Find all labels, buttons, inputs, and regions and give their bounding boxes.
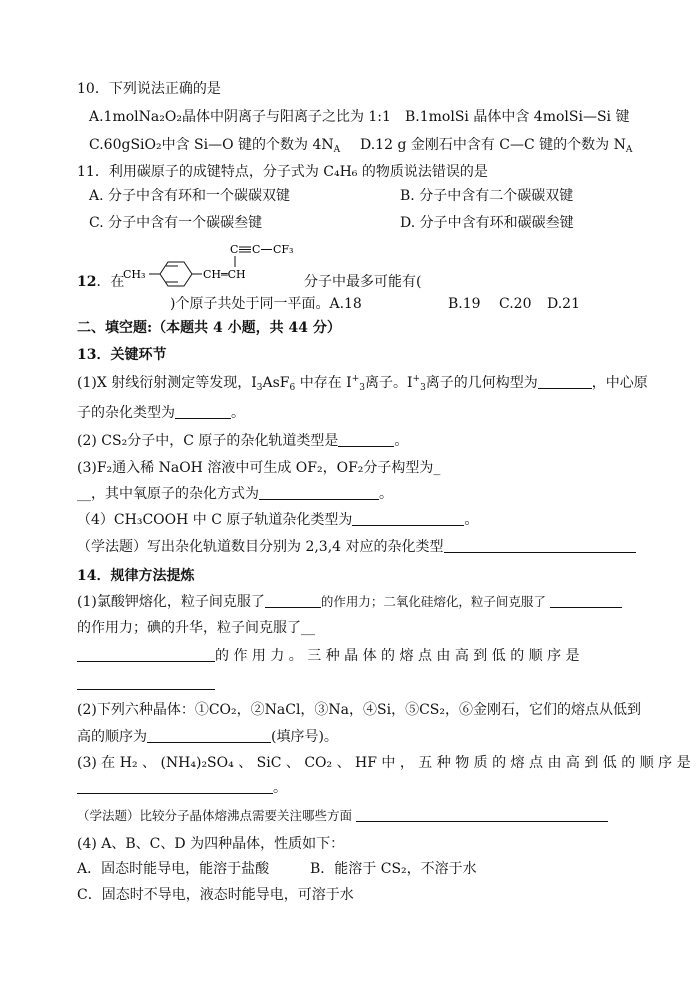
answer-blank[interactable] — [538, 374, 592, 389]
q13-line5: __，其中氧原子的杂化方式为 。 — [77, 486, 393, 502]
q12-structure-diagram — [118, 240, 303, 290]
q10-option-a: A.1molNa₂O₂晶体中阴离子与阳离子之比为 1:1 — [89, 109, 391, 125]
answer-blank[interactable] — [338, 432, 394, 447]
q12-option-c: C.20 — [499, 296, 532, 312]
struct-c-label: C — [230, 243, 239, 256]
q13-line1: (1)X 射线衍射测定等发现，$I_3AsF_6$ 中存在 $I^+_3$离子。$I^+_3$离子的几何构型为 ，中心原 — [77, 374, 648, 393]
struct-chch-label: CH═CH — [203, 268, 246, 281]
struct-c2-label: C — [252, 243, 261, 256]
q13-line4: (3)F₂通入稀 NaOH 溶液中可生成 OF₂，OF₂分子构型为_ — [77, 460, 441, 476]
answer-blank[interactable] — [175, 404, 231, 419]
q14-line2: 的作用力；碘的升华，粒子间克服了__ — [77, 620, 315, 636]
q12-line2: )个原子共处于同一平面。A.18 — [170, 296, 362, 312]
q13-title: 13．关键环节 — [77, 347, 167, 363]
answer-blank[interactable] — [352, 511, 464, 526]
answer-blank[interactable] — [77, 779, 273, 794]
q14-line9: （学法题）比较分子晶体熔沸点需要关注哪些方面 — [77, 806, 608, 826]
q13-line7: （学法题）写出杂化轨道数目分别为 2,3,4 对应的杂化类型 — [77, 537, 636, 557]
q14-line7: (3) 在 H₂ 、 (NH₄)₂SO₄ 、 SiC 、 CO₂ 、 HF 中 ， 五 种 物 质 的 熔 点 由 高 到 低 的 顺 序 是 — [77, 755, 691, 771]
struct-cf3-label: CF₃ — [273, 243, 294, 256]
section-heading: 二、填空题:（本题共 4 小题，共 44 分） — [77, 320, 341, 336]
struct-ch3-label: CH₃ — [123, 268, 146, 281]
q13-line6: （4）CH₃COOH 中 C 原子轨道杂化类型为 。 — [77, 512, 479, 528]
answer-blank[interactable] — [147, 728, 271, 743]
q14-line5: (2)下列六种晶体：①CO₂，②NaCl，③Na，④Si，⑤CS₂，⑥金刚石，它们的熔点从低到 — [77, 702, 641, 718]
answer-blank[interactable] — [550, 593, 622, 608]
q14-line8: 。 — [77, 778, 287, 798]
q10-option-c: C.60gSiO₂中含 Si—O 键的个数为 $4N_A$ — [89, 137, 341, 155]
answer-blank[interactable] — [77, 675, 215, 690]
answer-blank[interactable] — [259, 485, 379, 500]
answer-blank[interactable] — [356, 807, 608, 822]
q12-option-b: B.19 — [448, 296, 481, 312]
q11-option-a: A. 分子中含有环和一个碳碳双键 — [89, 188, 291, 204]
q14-title: 14．规律方法提炼 — [77, 568, 195, 584]
q10-stem: 10．下列说法正确的是 — [77, 81, 221, 97]
q13-line2: 子的杂化类型为 。 — [77, 405, 245, 421]
q10-option-b: B.1molSi 晶体中含 4molSi—Si 键 — [405, 109, 630, 125]
q14-line11b: B．能溶于 CS₂，不溶于水 — [310, 861, 477, 877]
q10-option-d: D.12 g 金刚石中含有 C—C 键的个数为 $N_A$ — [360, 137, 633, 155]
answer-blank[interactable] — [265, 593, 321, 608]
q11-option-d: D. 分子中含有环和碳碳叁键 — [400, 215, 574, 231]
q11-option-b: B. 分子中含有二个碳碳双键 — [400, 188, 574, 204]
q14-line1: (1)氯酸钾熔化，粒子间克服了 的作用力；二氧化硅熔化，粒子间克服了 — [77, 592, 622, 612]
q14-line6: 高的顺序为 (填序号)。 — [77, 729, 338, 745]
answer-blank[interactable] — [444, 538, 636, 553]
q12-option-d: D.21 — [547, 296, 580, 312]
q14-line10: (4) A、B、C、D 为四种晶体，性质如下： — [77, 836, 345, 852]
q14-line3: 的 作 用 力 。 三 种 晶 体 的 熔 点 由 高 到 低 的 顺 序 是 — [77, 646, 580, 666]
q14-line11a: A．固态时能导电，能溶于盐酸 — [77, 861, 270, 877]
q12-mid: 分子中最多可能有( — [304, 274, 422, 290]
q14-line4 — [77, 674, 215, 694]
q12-prefix: 12．在 — [77, 274, 125, 290]
q13-line3: (2) CS₂分子中，C 原子的杂化轨道类型是 。 — [77, 433, 409, 449]
answer-blank[interactable] — [77, 647, 215, 662]
q11-stem: 11．利用碳原子的成键特点，分子式为 C₄H₆ 的物质说法错误的是 — [77, 164, 488, 180]
q11-option-c: C. 分子中含有一个碳碳叁键 — [89, 215, 263, 231]
q14-line12: C．固态时不导电，液态时能导电，可溶于水 — [77, 887, 354, 903]
